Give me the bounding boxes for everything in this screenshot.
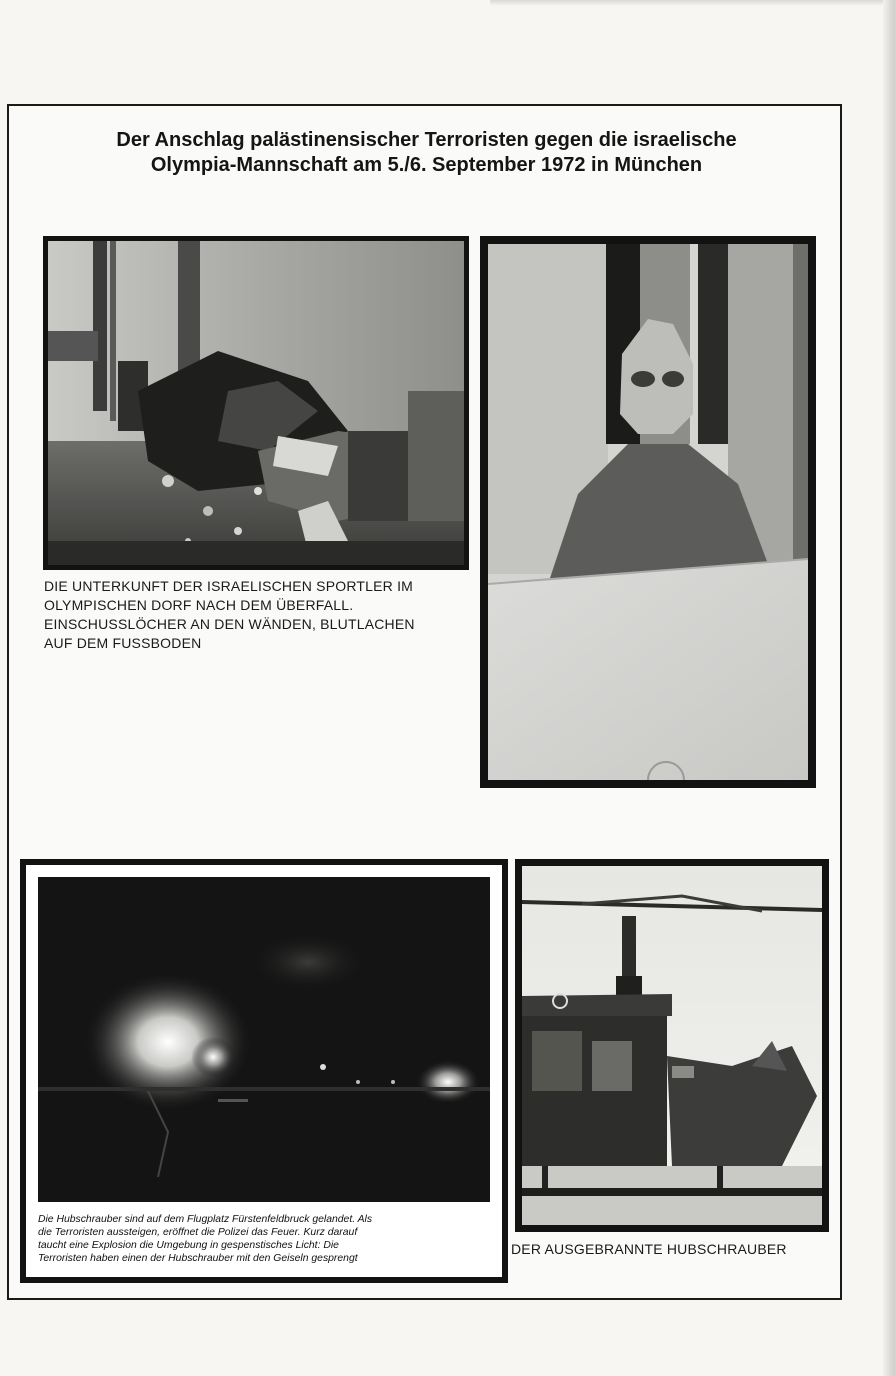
photo-masked-terrorist-image	[488, 244, 808, 780]
caption-line: Terroristen haben einen der Hubschrauber mit den Geiseln gesprengt	[38, 1253, 358, 1264]
photo-room-image	[48, 241, 464, 565]
caption-line: DIE UNTERKUNFT DER ISRAELISCHEN SPORTLER IM	[44, 578, 414, 594]
photo-masked-terrorist	[480, 236, 816, 788]
photo-airfield-night-image	[38, 877, 490, 1202]
title-line-2: Olympia-Mannschaft am 5./6. September 1972 in München	[150, 154, 703, 176]
page-title	[9, 128, 844, 178]
caption-line: die Terroristen aussteigen, eröffnet die Polizei das Feuer. Kurz darauf	[38, 1227, 358, 1238]
caption-line: OLYMPISCHEN DORF NACH DEM ÜBERFALL.	[44, 597, 354, 613]
photo-airfield-night	[20, 859, 508, 1283]
caption-line: EINSCHUSSLÖCHER AN DEN WÄNDEN, BLUTLACHEN	[44, 616, 415, 632]
photo-helicopter-image	[522, 866, 822, 1225]
page-binding-shadow	[883, 0, 895, 1376]
caption-line: AUF DEM FUSSBODEN	[44, 635, 202, 651]
caption-line: DER AUSGEBRANNTE HUBSCHRAUBER	[511, 1241, 787, 1257]
caption-line: taucht eine Explosion die Umgebung in gespenstisches Licht: Die	[38, 1240, 339, 1251]
photo-airfield-night-caption	[38, 1213, 490, 1265]
title-line-1: Der Anschlag palästinensischer Terroristen gegen die israelische	[116, 129, 737, 151]
photo-helicopter-caption	[511, 1240, 787, 1259]
photo-room-caption	[44, 577, 415, 653]
photo-helicopter	[515, 859, 829, 1232]
caption-line: Die Hubschrauber sind auf dem Flugplatz Fürstenfeldbruck gelandet. Als	[38, 1214, 373, 1225]
page-edge-shadow	[490, 0, 895, 6]
photo-room	[43, 236, 469, 570]
